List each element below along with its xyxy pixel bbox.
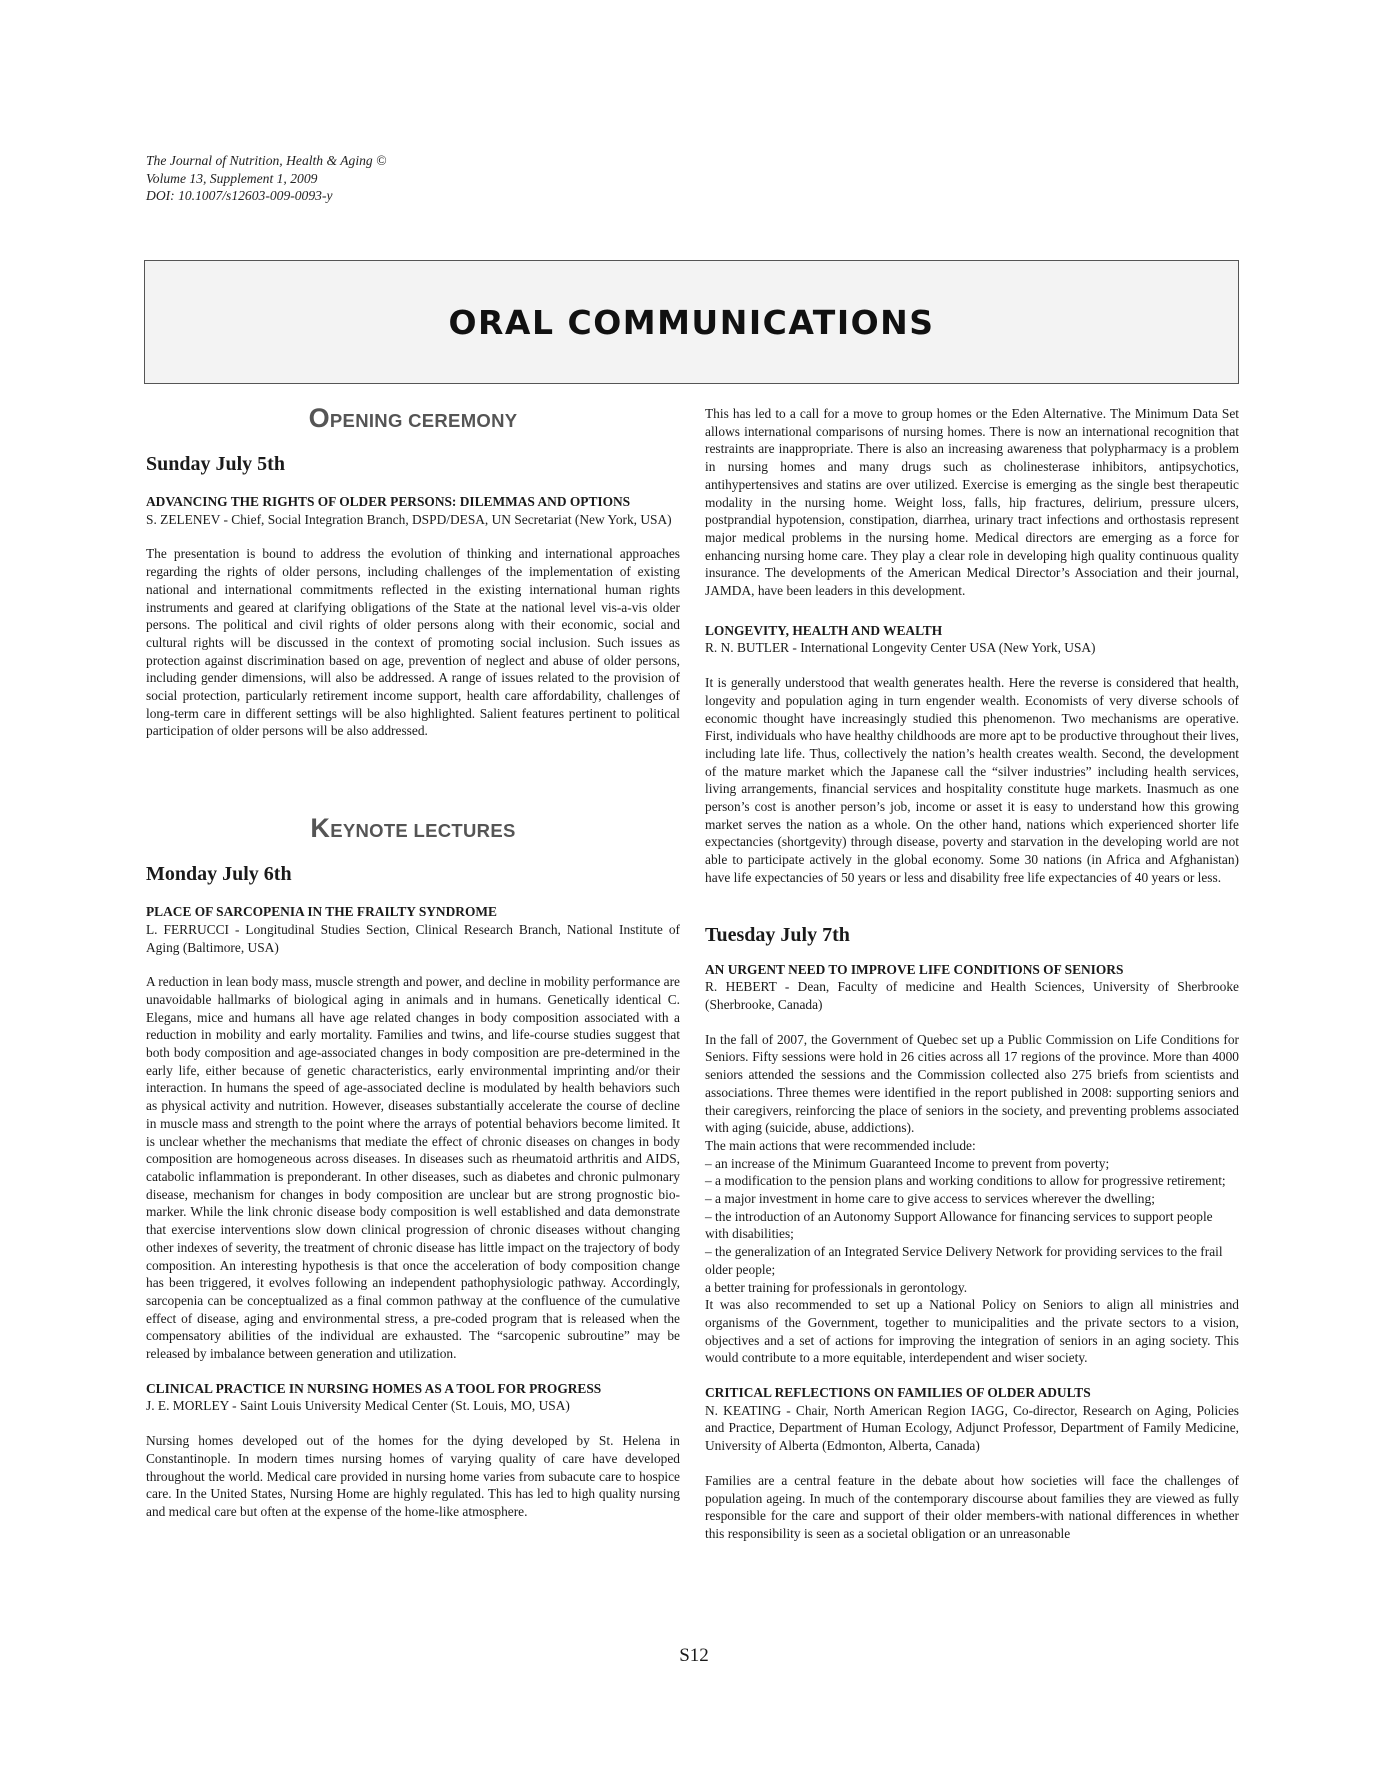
day-heading: Tuesday July 7th (705, 923, 850, 946)
abstract-title: PLACE OF SARCOPENIA IN THE FRAILTY SYNDROME (146, 904, 497, 920)
day-heading: Sunday July 5th (146, 453, 285, 475)
title-banner (144, 260, 1239, 384)
abstract-title: CLINICAL PRACTICE IN NURSING HOMES AS A TOOL FOR PROGRESS (146, 1380, 602, 1396)
abstract-body: The presentation is bound to address the evolution of thinking and international approaches regarding the rights of older persons, including challenges of the implementation of existing national and international commitments reflected in the existing international human rights instruments and geared at clarifying obligations of the State at the national level vis-a-vis older persons. The political and civil rights of older persons along with their economic, social and cultural rights will be discussed in the context of promoting social inclusion. Such issues as protection against discrimination based on age, prevention of neglect and abuse of older persons, including gender dimensions, will also be addressed. A range of issues related to the provision of social protection, particularly retirement income support, health care affordability, challenges of long-term care in different settings will be also highlighted. Salient features pertinent to political participation of older persons will be also addressed. (146, 546, 680, 739)
day-heading: Monday July 6th (146, 863, 292, 886)
abstract-author: N. KEATING - Chair, North American Region IAGG, Co-director, Research on Aging, Policies and Practice, Department of Human Ecology, Adjunct Professor, Department of Family Medicine, University of Alberta (Edmonton, Alberta, Canada) (705, 1402, 1239, 1454)
abstract-title: AN URGENT NEED TO IMPROVE LIFE CONDITIONS OF SENIORS (705, 961, 1124, 977)
banner-title: ORAL COMMUNICATIONS (448, 302, 935, 342)
journal-volume: Volume 13, Supplement 1, 2009 (146, 170, 318, 186)
list-item: – the introduction of an Autonomy Support Allowance for financing services to support people with disabilities; (705, 1208, 1213, 1242)
abstract-title: ADVANCING THE RIGHTS OF OLDER PERSONS: DILEMMAS AND OPTIONS (146, 494, 631, 509)
abstract-author: R. N. BUTLER - International Longevity Center USA (New York, USA) (705, 640, 1096, 656)
section-heading-keynote (146, 810, 680, 846)
section-heading-rest: EYNOTE LECTURES (330, 820, 516, 842)
left-column (146, 400, 680, 1521)
list-intro: The main actions that were recommended include: (705, 1137, 976, 1153)
abstract-body: Families are a central feature in the debate about how societies will face the challenges of population ageing. In much of the contemporary discourse about families they are viewed as fully responsible for the care and support of their older members-with national differences in whether this responsibility is seen as a societal obligation or an unreasonable (705, 1472, 1239, 1541)
abstract-author: L. FERRUCCI - Longitudinal Studies Section, Clinical Research Branch, National Institute of Aging (Baltimore, USA) (146, 921, 680, 955)
section-heading-rest: PENING CEREMONY (329, 410, 518, 431)
abstract-title: CRITICAL REFLECTIONS ON FAMILIES OF OLDER ADULTS (705, 1385, 1091, 1401)
abstract-body: Nursing homes developed out of the homes for the dying developed by St. Helena in Constantinople. In modern times nursing homes of varying quality of care have developed throughout the world. Medical care provided in nursing home varies from subacute care to hospice care. In the United States, Nursing Home are highly regulated. This has led to high quality nursing and medical care but often at the expense of the home-like atmosphere. (146, 1433, 680, 1519)
page-number: S12 (679, 1645, 709, 1666)
abstract-body: It is generally understood that wealth generates health. Here the reverse is considered that health, longevity and population aging in turn engender wealth. Economists of very diverse schools of economic thought have increasingly studied this phenomenon. Two mechanisms are operative. First, individuals who have healthy childhoods are more apt to be productive throughout their lives, including late life. Thus, collectively the nation’s health creates wealth. Second, the development of the mature market which the Japanese call the “silver industries” including health services, living arrangements, financial services and hospitality constitute huge markets. Inasmuch as one person’s cost is another person’s job, income or asset it is easy to understand how this growing market serves the nation as a whole. On the other hand, nations which experienced shorter life expectancies (shortgevity) through disease, poverty and starvation in the developing world are not able to participate actively in the global economy. Some 30 nations (in Africa and Afghanistan) have life expectancies of 50 years or less and disability free life expectancies of 40 years or less. (705, 675, 1239, 885)
list-item: – an increase of the Minimum Guaranteed Income to prevent from poverty; (705, 1155, 1110, 1171)
abstract-title: LONGEVITY, HEALTH AND WEALTH (705, 622, 943, 638)
abstract-body-continued: This has led to a call for a move to group homes or the Eden Alternative. The Minimum Data Set allows international comparisons of nursing homes. There is now an international recognition that restraints are inappropriate. There is also an increasing awareness that polypharmacy is a problem in nursing homes and many drugs such as cholinesterase inhibitors, antipsychotics, antihypertensives and statins are over utilized. Exercise is emerging as the single best therapeutic modality in the nursing home. Weight loss, falls, hip fractures, delirium, pressure ulcers, postprandial hypotension, constipation, diarrhea, urinary tract infections and orthostasis represent major medical problems in the nursing home. Medical directors are emerging as a force for enhancing nursing home care. They play a clear role in developing high quality continuous quality insurance. The developments of the American Medical Director’s Association and their journal, JAMDA, have been leaders in this development. (705, 406, 1239, 599)
abstract-body: A reduction in lean body mass, muscle strength and power, and decline in mobility performance are unavoidable hallmarks of biological aging in animals and in humans. Genetically identical C. Elegans, mice and humans all have age related changes in body composition associated with a reduction in mobility and early mortality. Families and twins, and life-course studies suggest that both body composition and age-associated changes in body composition are pre-determined in the early life, either because of genetic characteristics, early environmental imprinting and/or their interaction. In humans the speed of age-associated decline is modulated by health behaviors such as physical activity and nutrition. However, diseases substantially accelerate the course of decline in muscle mass and strength to the point where the arrays of potential behaviors become limited. It is unclear whether the mechanisms that mediate the effect of chronic diseases on changes in body composition are homogeneous across diseases. In diseases such as rheumatoid arthritis and AIDS, catabolic inflammation is preponderant. In other diseases, such as diabetes and chronic pulmonary disease, mechanism for changes in body composition are unclear but are strong prognostic bio-marker. While the link chronic disease body composition is well established and data demonstrate that exercise interventions slow down clinical progression of chronic diseases without changing other indexes of severity, the treatment of chronic disease has little impact on the trajectory of body composition. An interesting hypothesis is that once the acceleration of body composition change has been triggered, it evolves following an independent pathophysiologic pathway. Accordingly, sarcopenia can be conceptualized as a final common pathway at the confluence of the cumulative effect of disease, aging and environmental stress, a pre-coded program that is released when the compensatory abilities of the individual are exhausted. The “sarcopenic subroutine” may be released by imbalance between generation and utilization. (146, 974, 680, 1362)
journal-header (146, 152, 386, 205)
abstract-author: S. ZELENEV - Chief, Social Integration Branch, DSPD/DESA, UN Secretariat (New York, USA) (146, 511, 672, 527)
list-item: a better training for professionals in gerontology. (705, 1279, 968, 1295)
right-column (705, 405, 1239, 1543)
abstract-author: R. HEBERT - Dean, Faculty of medicine and Health Sciences, University of Sherbrooke (Sherbrooke, Canada) (705, 979, 1239, 1012)
journal-doi: DOI: 10.1007/s12603-009-0093-y (146, 188, 333, 203)
list-item: – a modification to the pension plans and working conditions to allow for progressive retirement; (705, 1173, 1226, 1189)
recommendation-list (705, 1155, 1239, 1297)
abstract-closing: It was also recommended to set up a National Policy on Seniors to align all ministries and organisms of the Government, together to municipalities and the private sectors to a vision, objectives and a set of actions for improving the integration of seniors in an aging society. This would contribute to a more equitable, interdependent and wiser society. (705, 1297, 1239, 1366)
section-heading-initial: K (310, 813, 331, 844)
journal-name: The Journal of Nutrition, Health & Aging © (146, 153, 387, 168)
list-item: – the generalization of an Integrated Service Delivery Network for providing services to the frail older people; (705, 1244, 1223, 1277)
abstract-body: In the fall of 2007, the Government of Quebec set up a Public Commission on Life Conditions for Seniors. Fifty sessions were hold in 26 cities across all 17 regions of the province. More than 4000 seniors attended the sessions and the Commission collected also 275 briefs from scientists and associations. Three themes were identified in the report published in 2008: supporting seniors and their caregivers, reinforcing the place of seniors in the society, and preventing problems associated with aging (suicide, abuse, addictions). (705, 1031, 1239, 1136)
abstract-author: J. E. MORLEY - Saint Louis University Medical Center (St. Louis, MO, USA) (146, 1398, 570, 1414)
list-item: – a major investment in home care to give access to services wherever the dwelling; (705, 1191, 1155, 1207)
section-heading-initial: O (308, 403, 330, 433)
section-heading-opening (146, 400, 680, 436)
